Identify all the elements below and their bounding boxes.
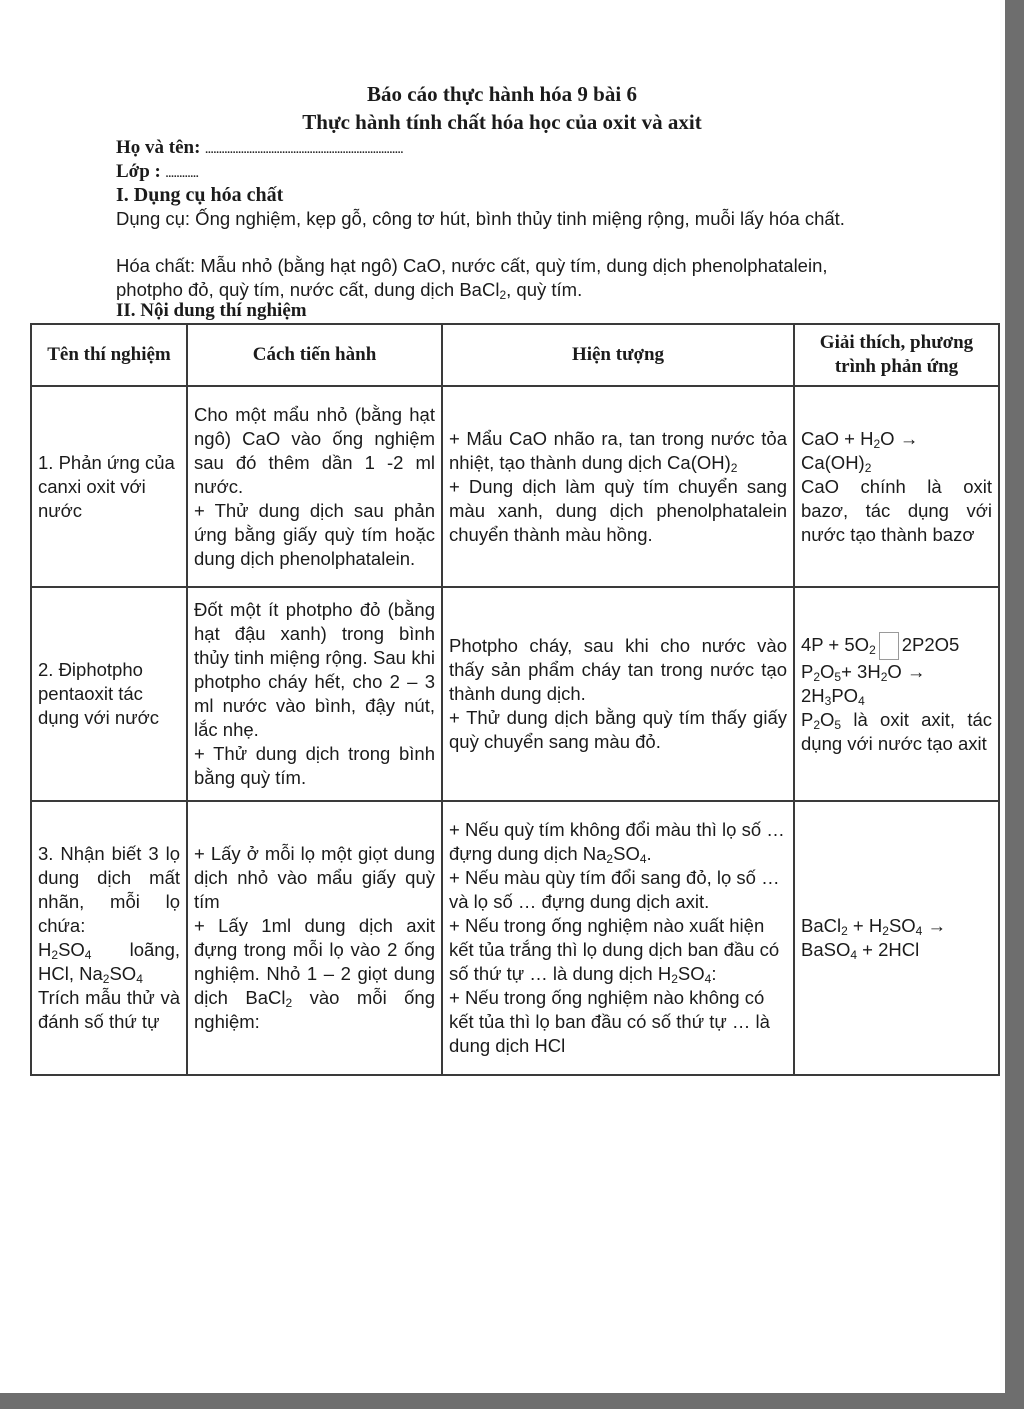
row3-name: 3. Nhận biết 3 lọ dung dịch mất nhãn, mỗi lọ chứa: $H_2SO_4$ loãng, HCl, $Na_2SO_4$ Trích mẫu thử và đánh số thứ tự xyxy=(31,801,187,1075)
table-row xyxy=(31,801,999,1075)
header-explanation: Giải thích, phương trình phản ứng xyxy=(794,324,999,386)
report-title: Báo cáo thực hành hóa 9 bài 6 xyxy=(367,82,637,106)
row1-explanation: CaO + $H_2O$ → $Ca(OH)_2$ CaO chính là oxit bazơ, tác dụng với nước tạo thành bazơ xyxy=(794,386,999,587)
scan-border-bottom xyxy=(0,1393,1024,1409)
name-label: Họ và tên: xyxy=(116,137,201,158)
row3-method: + Lấy ở mỗi lọ một giọt dung dịch nhỏ vào mẩu giấy quỳ tím + Lấy 1ml dung dịch axit đựng trong mỗi lọ vào 2 ống nghiệm. Nhỏ 1 – 2 giọt dung dịch BaCl$_2$ vào mỗi ống nghiệm: xyxy=(187,801,442,1075)
name-line xyxy=(116,137,403,159)
row3-explanation: BaCl$_2$ + $H_2SO_4$ → BaSO$_4$ + 2HCl xyxy=(794,801,999,1075)
report-subtitle: Thực hành tính chất hóa học của oxit và axit xyxy=(302,110,702,134)
class-line xyxy=(116,161,199,183)
header-phenomenon: Hiện tượng xyxy=(442,324,794,386)
row1-name: 1. Phản ứng của canxi oxit với nước xyxy=(31,386,187,587)
table-row xyxy=(31,587,999,801)
header-experiment-name: Tên thí nghiệm xyxy=(31,324,187,386)
class-label: Lớp : xyxy=(116,161,161,182)
section2-heading: II. Nội dung thí nghiệm xyxy=(116,300,307,321)
row2-explanation: $4P + 5O_2$ 2P2O5 $P_2O_5+ 3H_2O$ → $2H_3PO_4$ $P_2O_5$ là oxit axit, tác dụng với nước tạo axit xyxy=(794,587,999,801)
experiment-table xyxy=(30,323,1000,1076)
name-dots: ........................................................................ xyxy=(205,144,404,156)
chemicals-line2: photpho đỏ, quỳ tím, nước cất, dung dịch BaCl$_2$, quỳ tím. xyxy=(116,279,583,302)
row2-phenomenon: Photpho cháy, sau khi cho nước vào thấy sản phẩm cháy tan trong nước tạo thành dung dịch. + Thử dung dịch bằng quỳ tím thấy giấy quỳ chuyển sang màu đỏ. xyxy=(442,587,794,801)
row2-method: Đốt một ít photpho đỏ (bằng hạt đậu xanh) trong bình thủy tinh miệng rộng. Sau khi photpho cháy hết, cho 2 – 3 ml nước vào bình, đậy nút, lắc nhẹ. + Thử dung dịch trong bình bằng quỳ tím. xyxy=(187,587,442,801)
table-header-row xyxy=(31,324,999,386)
class-dots: ............ xyxy=(165,168,199,180)
section1-heading: I. Dụng cụ hóa chất xyxy=(116,184,284,206)
scan-border-right xyxy=(1005,0,1024,1409)
row1-method: Cho một mẩu nhỏ (bằng hạt ngô) CaO vào ống nghiệm sau đó thêm dần 1 -2 ml nước. + Thử dung dịch sau phản ứng bằng giấy quỳ tím hoặc dung dịch phenolphatalein. xyxy=(187,386,442,587)
table-row xyxy=(31,386,999,587)
row3-phenomenon: + Nếu quỳ tím không đổi màu thì lọ số …đựng dung dịch $Na_2SO_4$. + Nếu màu qùy tím đổi sang đỏ, lọ số … và lọ số … đựng dung dịch axit. + Nếu trong ống nghiệm nào xuất hiện kết tủa trắng thì lọ dung dịch ban đầu có số thứ tự … là dung dịch $H_2SO_4$: + Nếu trong ống nghiệm nào không có kết tủa thì lọ ban đầu có số thứ tự … là dung dịch HCl xyxy=(442,801,794,1075)
row2-name: 2. Điphotpho pentaoxit tác dụng với nước xyxy=(31,587,187,801)
placeholder-box xyxy=(879,632,899,660)
chemicals-line1: Hóa chất: Mẫu nhỏ (bằng hạt ngô) CaO, nước cất, quỳ tím, dung dịch phenolphatalein, xyxy=(116,255,828,276)
row1-phenomenon: + Mẩu CaO nhão ra, tan trong nước tỏa nhiệt, tạo thành dung dịch $Ca(OH)_2$ + Dung dịch làm quỳ tím chuyển sang màu xanh, dung dịch phenolphatalein chuyển thành màu hồng. xyxy=(442,386,794,587)
header-method: Cách tiến hành xyxy=(187,324,442,386)
tools-paragraph: Dụng cụ: Ống nghiệm, kẹp gỗ, công tơ hút, bình thủy tinh miệng rộng, muỗi lấy hóa chất. xyxy=(116,208,845,229)
